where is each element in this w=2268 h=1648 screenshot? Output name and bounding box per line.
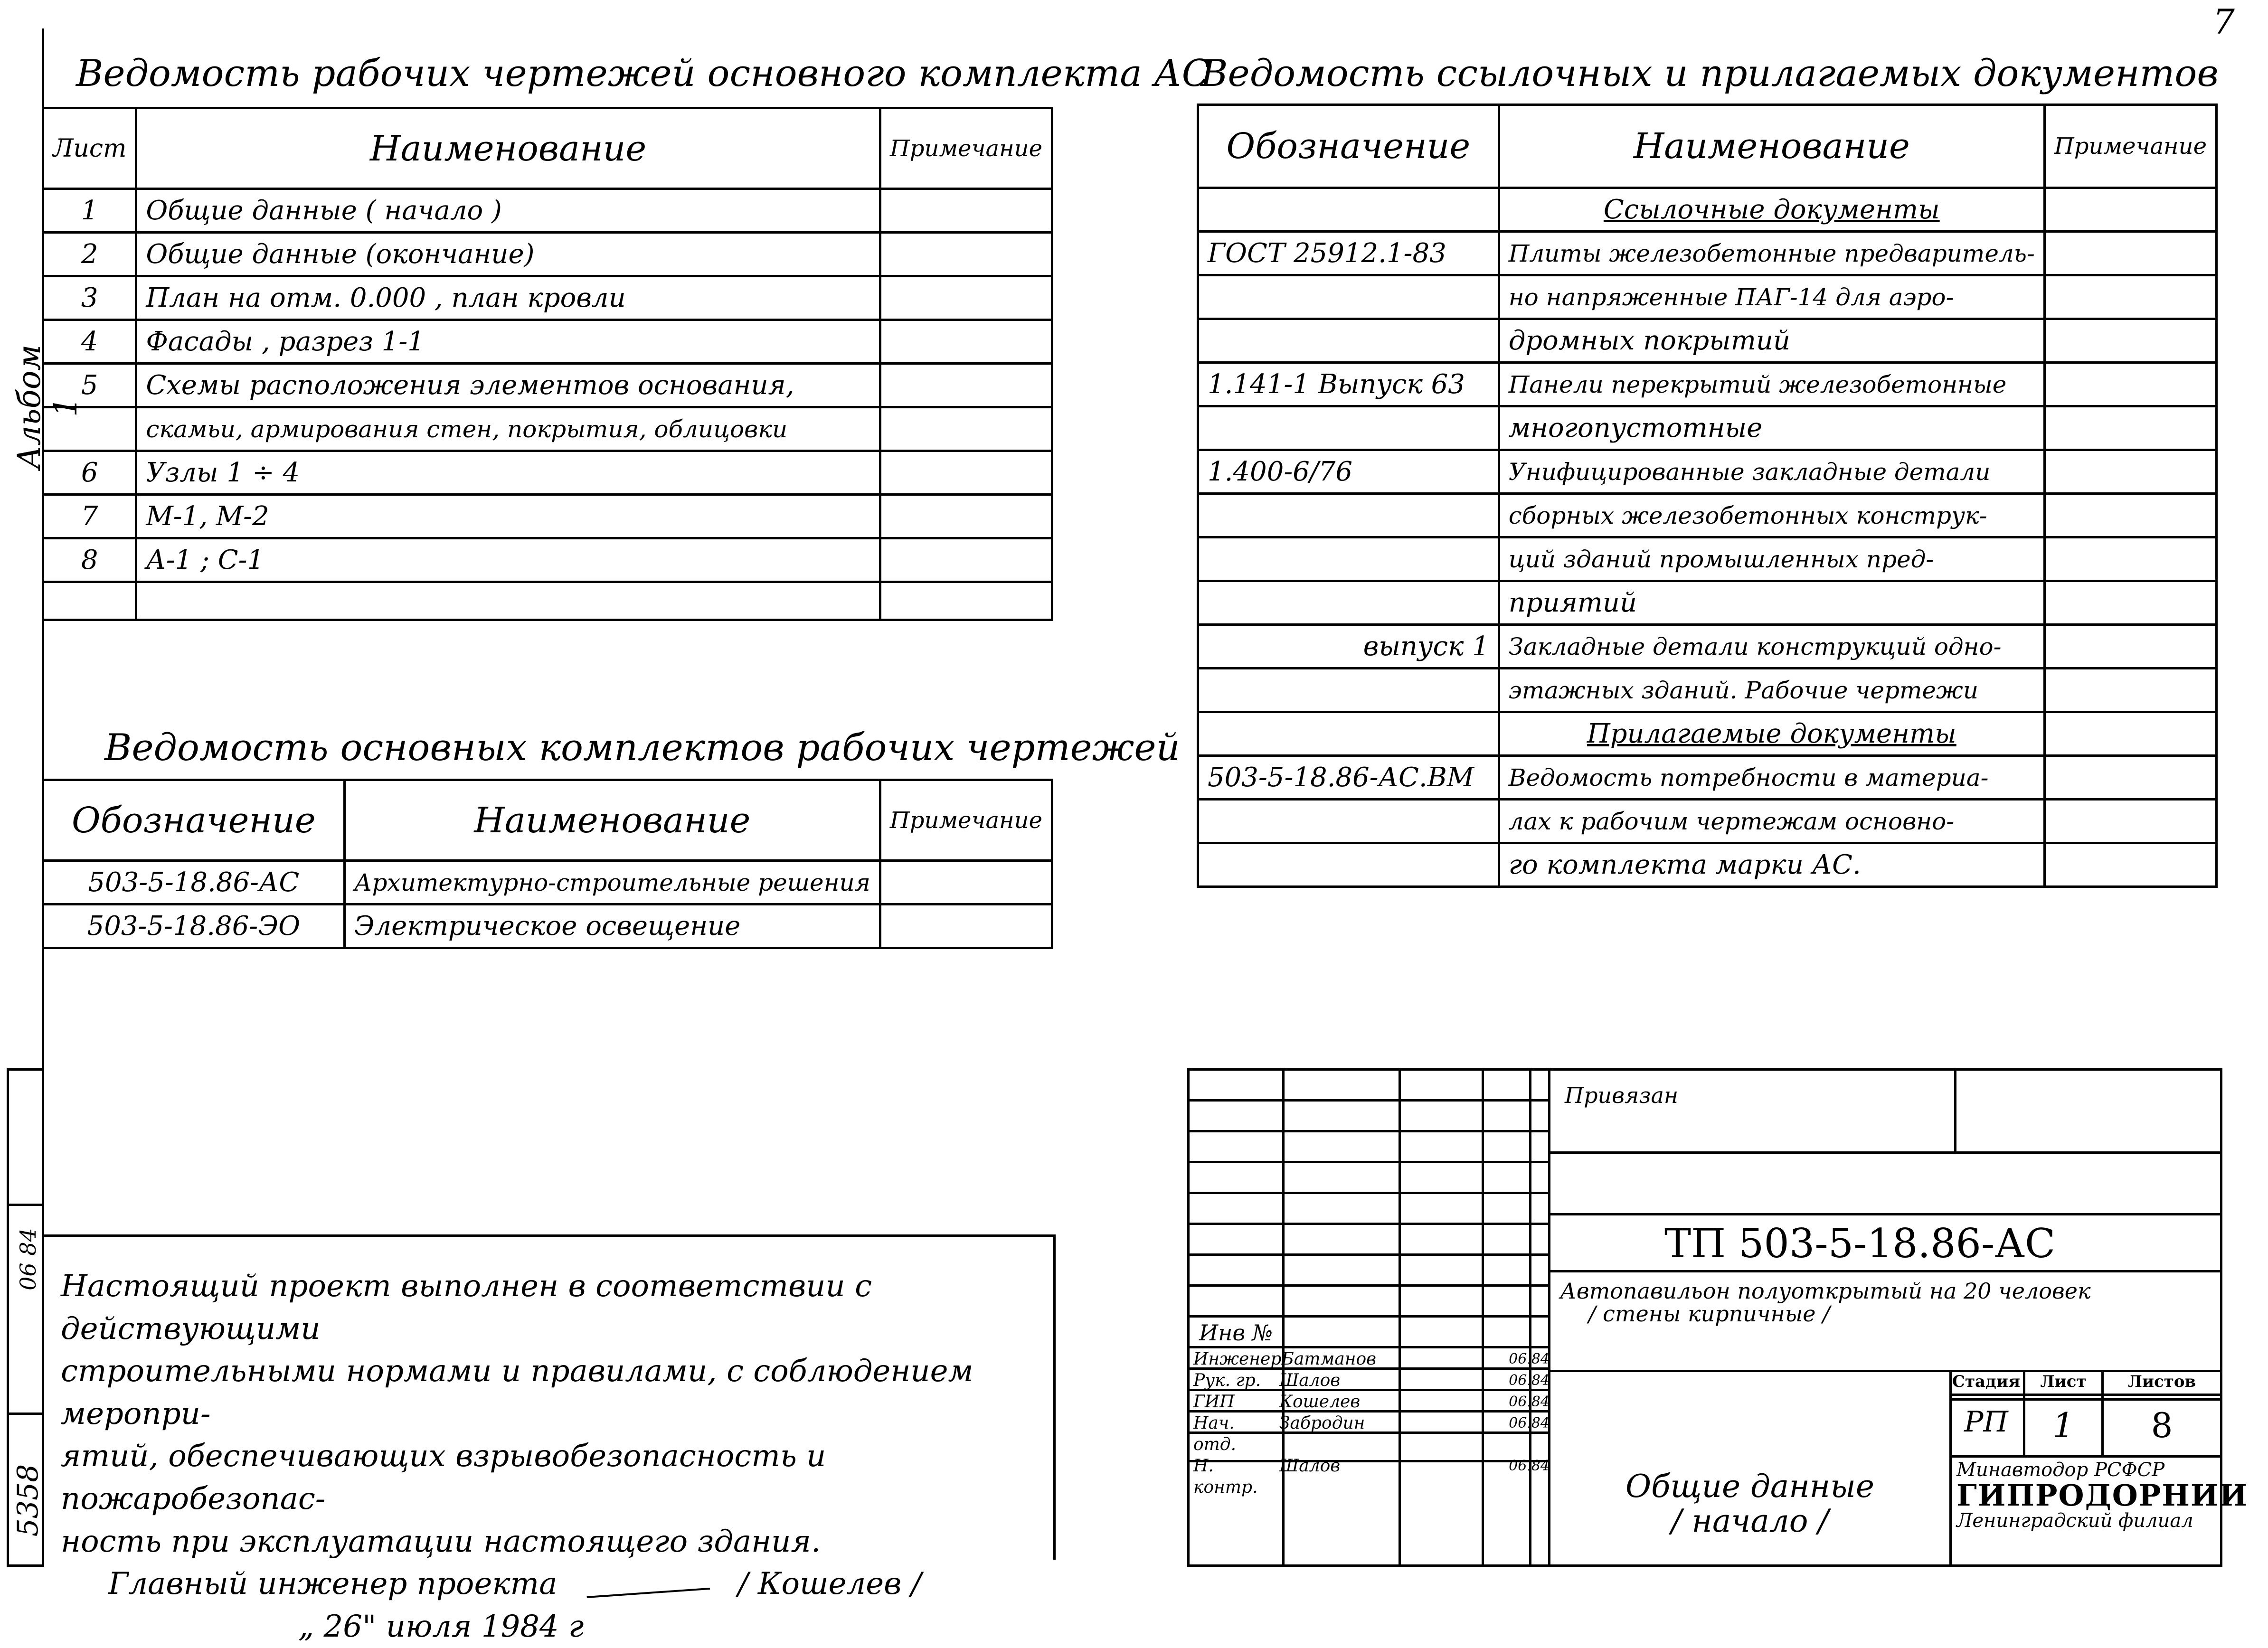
row-name: План на отм. 0.000 , план кровли bbox=[136, 276, 880, 320]
left-stamp bbox=[7, 1068, 44, 1567]
row-name: Панели перекрытий железобетонные bbox=[1499, 363, 2044, 406]
stamp-date: 06 84 bbox=[15, 1228, 41, 1290]
table-row bbox=[1198, 800, 2217, 843]
sheets-label: Листов bbox=[2127, 1372, 2196, 1391]
base-sets-table bbox=[42, 779, 1053, 949]
row-name: приятий bbox=[1499, 581, 2044, 625]
section-heading: Прилагаемые документы bbox=[1499, 712, 2044, 756]
col-note: Примечание bbox=[880, 780, 1052, 861]
row-note bbox=[2044, 494, 2216, 537]
table-row bbox=[1198, 275, 2217, 319]
table-row bbox=[1198, 188, 2217, 232]
table-row bbox=[1198, 625, 2217, 669]
statement-date: „ 26" июля 1984 г bbox=[298, 1609, 584, 1644]
signer-name: / Кошелев / bbox=[738, 1566, 922, 1602]
statement-line: ятий, обеспечивающих взрывобезопасность и пожаробезопас- bbox=[61, 1439, 826, 1516]
row-note bbox=[2044, 625, 2216, 669]
staff-role: Нач. отд. bbox=[1193, 1413, 1237, 1454]
row-name: ций зданий промышленных пред- bbox=[1499, 537, 2044, 581]
document-code: ТП 503-5-18.86-АС bbox=[1664, 1220, 2056, 1267]
table-row bbox=[1198, 319, 2217, 363]
inv-number-label: Инв № bbox=[1199, 1320, 1273, 1346]
object-name-line2: / стены кирпичные / bbox=[1588, 1301, 1830, 1327]
row-code bbox=[1198, 275, 1499, 319]
org-institute: ГИПРОДОРНИИ bbox=[1956, 1478, 2249, 1513]
sheets-value: 8 bbox=[2151, 1405, 2173, 1445]
statement-line: Настоящий проект выполнен в соответствии с действующими bbox=[61, 1269, 872, 1347]
staff-role: Инженер bbox=[1193, 1349, 1282, 1369]
row-note bbox=[880, 276, 1052, 320]
sheet-value: 1 bbox=[2052, 1405, 2074, 1445]
stamp-inv-number: 5358 bbox=[11, 1464, 45, 1537]
doc-title bbox=[1550, 1469, 1949, 1538]
staff-signature bbox=[1388, 1370, 1509, 1391]
title-block bbox=[1187, 1068, 2249, 1567]
row-note bbox=[880, 364, 1052, 407]
row-note bbox=[2044, 669, 2216, 712]
row-name: А-1 ; С-1 bbox=[136, 538, 880, 582]
row-name: Общие данные (окончание) bbox=[136, 233, 880, 276]
table-row bbox=[1198, 537, 2217, 581]
col-name: Наименование bbox=[344, 780, 880, 861]
row-sheet: 5 bbox=[43, 364, 136, 407]
row-code bbox=[1198, 494, 1499, 537]
doc-title-line1: Общие данные bbox=[1625, 1468, 1874, 1505]
table-row bbox=[43, 276, 1052, 320]
row-sheet: 3 bbox=[43, 276, 136, 320]
staff-date: 06.84 bbox=[1509, 1351, 1550, 1367]
staff-role: Рук. гр. bbox=[1193, 1371, 1261, 1390]
staff-signature bbox=[1388, 1455, 1509, 1498]
table-row bbox=[1198, 581, 2217, 625]
row-note bbox=[2044, 275, 2216, 319]
row-sheet: 4 bbox=[43, 320, 136, 364]
row-code: 1.141-1 Выпуск 63 bbox=[1198, 363, 1499, 406]
row-name: этажных зданий. Рабочие чертежи bbox=[1499, 669, 2044, 712]
col-code: Обозначение bbox=[43, 780, 345, 861]
stage-value: РП bbox=[1964, 1405, 2008, 1439]
col-name: Наименование bbox=[1499, 105, 2044, 188]
row-name bbox=[136, 582, 880, 620]
drawings-list-table bbox=[42, 107, 1053, 621]
row-code: выпуск 1 bbox=[1198, 625, 1499, 669]
row-note bbox=[2044, 363, 2216, 406]
row-note bbox=[2044, 843, 2216, 887]
row-name: лах к рабочим чертежам основно- bbox=[1499, 800, 2044, 843]
staff-row bbox=[1193, 1413, 1550, 1455]
row-note bbox=[2044, 581, 2216, 625]
staff-name: Батманов bbox=[1281, 1349, 1377, 1369]
col-name: Наименование bbox=[136, 108, 880, 189]
drawings-list-title: Ведомость рабочих чертежей основного комплекта АС bbox=[76, 52, 1210, 95]
table-row bbox=[43, 861, 1052, 904]
sheet-label: Лист bbox=[2040, 1372, 2087, 1391]
chief-engineer-label: Главный инженер проекта bbox=[108, 1566, 558, 1602]
row-code: 1.400-6/76 bbox=[1198, 450, 1499, 494]
row-note bbox=[2044, 800, 2216, 843]
row-name: го комплекта марки АС. bbox=[1499, 843, 2044, 887]
signature bbox=[586, 1569, 710, 1598]
page-number: 7 bbox=[2213, 2, 2235, 42]
table-row bbox=[43, 495, 1052, 538]
row-note bbox=[880, 538, 1052, 582]
staff-name: Кошелев bbox=[1279, 1392, 1361, 1412]
object-name-line1: Автопавильон полуоткрытый на 20 человек bbox=[1560, 1278, 2091, 1304]
staff-date: 06.84 bbox=[1509, 1415, 1550, 1431]
staff-row bbox=[1193, 1348, 1550, 1370]
table-row bbox=[1198, 756, 2217, 800]
row-name: но напряженные ПАГ-14 для аэро- bbox=[1499, 275, 2044, 319]
table-row bbox=[1198, 843, 2217, 887]
staff-row bbox=[1193, 1391, 1550, 1413]
table-row bbox=[43, 582, 1052, 620]
row-name: Архитектурно-строительные решения bbox=[344, 861, 880, 904]
row-name: Схемы расположения элементов основания, bbox=[136, 364, 880, 407]
ref-docs-table bbox=[1197, 104, 2218, 888]
table-row bbox=[1198, 406, 2217, 450]
stage-label: Стадия bbox=[1952, 1372, 2021, 1391]
staff-date: 06.84 bbox=[1509, 1372, 1550, 1389]
staff-name: Забродин bbox=[1279, 1413, 1365, 1433]
row-name: Плиты железобетонные предваритель- bbox=[1499, 232, 2044, 275]
row-code bbox=[1198, 406, 1499, 450]
row-name: Унифицированные закладные детали bbox=[1499, 450, 2044, 494]
table-row bbox=[43, 320, 1052, 364]
staff-role: ГИП bbox=[1193, 1392, 1235, 1412]
row-code bbox=[1198, 669, 1499, 712]
row-name: Ведомость потребности в материа- bbox=[1499, 756, 2044, 800]
org-branch: Ленинградский филиал bbox=[1956, 1510, 2193, 1532]
row-code: 503-5-18.86-ЭО bbox=[43, 904, 345, 948]
row-sheet: 2 bbox=[43, 233, 136, 276]
row-sheet bbox=[43, 582, 136, 620]
row-note bbox=[2044, 712, 2216, 756]
staff-name: Шалов bbox=[1279, 1456, 1341, 1476]
row-note bbox=[2044, 537, 2216, 581]
row-code bbox=[1198, 319, 1499, 363]
row-code bbox=[1198, 800, 1499, 843]
org-ministry: Минавтодор РСФСР bbox=[1956, 1459, 2165, 1481]
staff-date: 06.84 bbox=[1509, 1458, 1550, 1474]
staff-date: 06.84 bbox=[1509, 1394, 1550, 1410]
row-note bbox=[880, 407, 1052, 451]
col-note: Примечание bbox=[880, 108, 1052, 189]
row-note bbox=[2044, 188, 2216, 232]
row-code bbox=[1198, 188, 1499, 232]
row-note bbox=[880, 495, 1052, 538]
staff-signature bbox=[1388, 1391, 1509, 1413]
row-name: Закладные детали конструкций одно- bbox=[1499, 625, 2044, 669]
row-note bbox=[2044, 756, 2216, 800]
table-row bbox=[43, 364, 1052, 407]
row-name: Общие данные ( начало ) bbox=[136, 189, 880, 233]
row-code: 503-5-18.86-АС bbox=[43, 861, 345, 904]
row-note bbox=[880, 320, 1052, 364]
section-heading: Ссылочные документы bbox=[1499, 188, 2044, 232]
row-sheet bbox=[43, 407, 136, 451]
row-name: Фасады , разрез 1-1 bbox=[136, 320, 880, 364]
row-name: скамьи, армирования стен, покрытия, облицовки bbox=[136, 407, 880, 451]
table-row bbox=[43, 538, 1052, 582]
object-name bbox=[1560, 1280, 2090, 1326]
row-sheet: 1 bbox=[43, 189, 136, 233]
base-sets-title: Ведомость основных комплектов рабочих чертежей bbox=[104, 726, 1180, 769]
table-row bbox=[43, 233, 1052, 276]
row-code bbox=[1198, 843, 1499, 887]
table-row bbox=[1198, 669, 2217, 712]
table-row bbox=[1198, 232, 2217, 275]
doc-title-line2: / начало / bbox=[1671, 1502, 1829, 1539]
table-row bbox=[1198, 363, 2217, 406]
row-note bbox=[880, 189, 1052, 233]
table-row bbox=[1198, 450, 2217, 494]
ref-docs-title: Ведомость ссылочных и прилагаемых документов bbox=[1200, 52, 2219, 95]
row-sheet: 6 bbox=[43, 451, 136, 495]
table-row bbox=[43, 407, 1052, 451]
row-note bbox=[2044, 232, 2216, 275]
statement-box bbox=[42, 1234, 1056, 1644]
row-sheet: 8 bbox=[43, 538, 136, 582]
table-row bbox=[1198, 712, 2217, 756]
statement-line: строительными нормами и правилами, с соблюдением меропри- bbox=[61, 1354, 973, 1431]
row-note bbox=[880, 904, 1052, 948]
table-row bbox=[1198, 494, 2217, 537]
privyazan-label: Привязан bbox=[1565, 1083, 1679, 1108]
row-code: ГОСТ 25912.1-83 bbox=[1198, 232, 1499, 275]
staff-role: Н. контр. bbox=[1193, 1456, 1258, 1497]
row-note bbox=[2044, 406, 2216, 450]
table-row bbox=[43, 451, 1052, 495]
col-note: Примечание bbox=[2044, 105, 2216, 188]
statement-line: ность при эксплуатации настоящего здания. bbox=[61, 1524, 821, 1559]
organization bbox=[1956, 1459, 2249, 1532]
row-code bbox=[1198, 712, 1499, 756]
row-code: 503-5-18.86-АС.ВМ bbox=[1198, 756, 1499, 800]
row-name: дромных покрытий bbox=[1499, 319, 2044, 363]
row-sheet: 7 bbox=[43, 495, 136, 538]
row-code bbox=[1198, 581, 1499, 625]
staff-signature bbox=[1388, 1413, 1509, 1455]
staff-signature bbox=[1389, 1348, 1509, 1370]
row-note bbox=[2044, 450, 2216, 494]
row-note bbox=[2044, 319, 2216, 363]
row-name: Узлы 1 ÷ 4 bbox=[136, 451, 880, 495]
row-code bbox=[1198, 537, 1499, 581]
album-label: Альбом 1 bbox=[11, 344, 84, 470]
row-note bbox=[880, 582, 1052, 620]
table-row bbox=[43, 189, 1052, 233]
row-name: многопустотные bbox=[1499, 406, 2044, 450]
staff-row bbox=[1193, 1370, 1550, 1391]
table-row bbox=[43, 904, 1052, 948]
staff-row bbox=[1193, 1455, 1550, 1498]
row-name: сборных железобетонных конструк- bbox=[1499, 494, 2044, 537]
row-note bbox=[880, 451, 1052, 495]
row-name: Электрическое освещение bbox=[344, 904, 880, 948]
row-note bbox=[880, 233, 1052, 276]
staff-name: Шалов bbox=[1279, 1371, 1341, 1390]
row-name: М-1, М-2 bbox=[136, 495, 880, 538]
col-code: Обозначение bbox=[1198, 105, 1499, 188]
col-sheet: Лист bbox=[43, 108, 136, 189]
row-note bbox=[880, 861, 1052, 904]
